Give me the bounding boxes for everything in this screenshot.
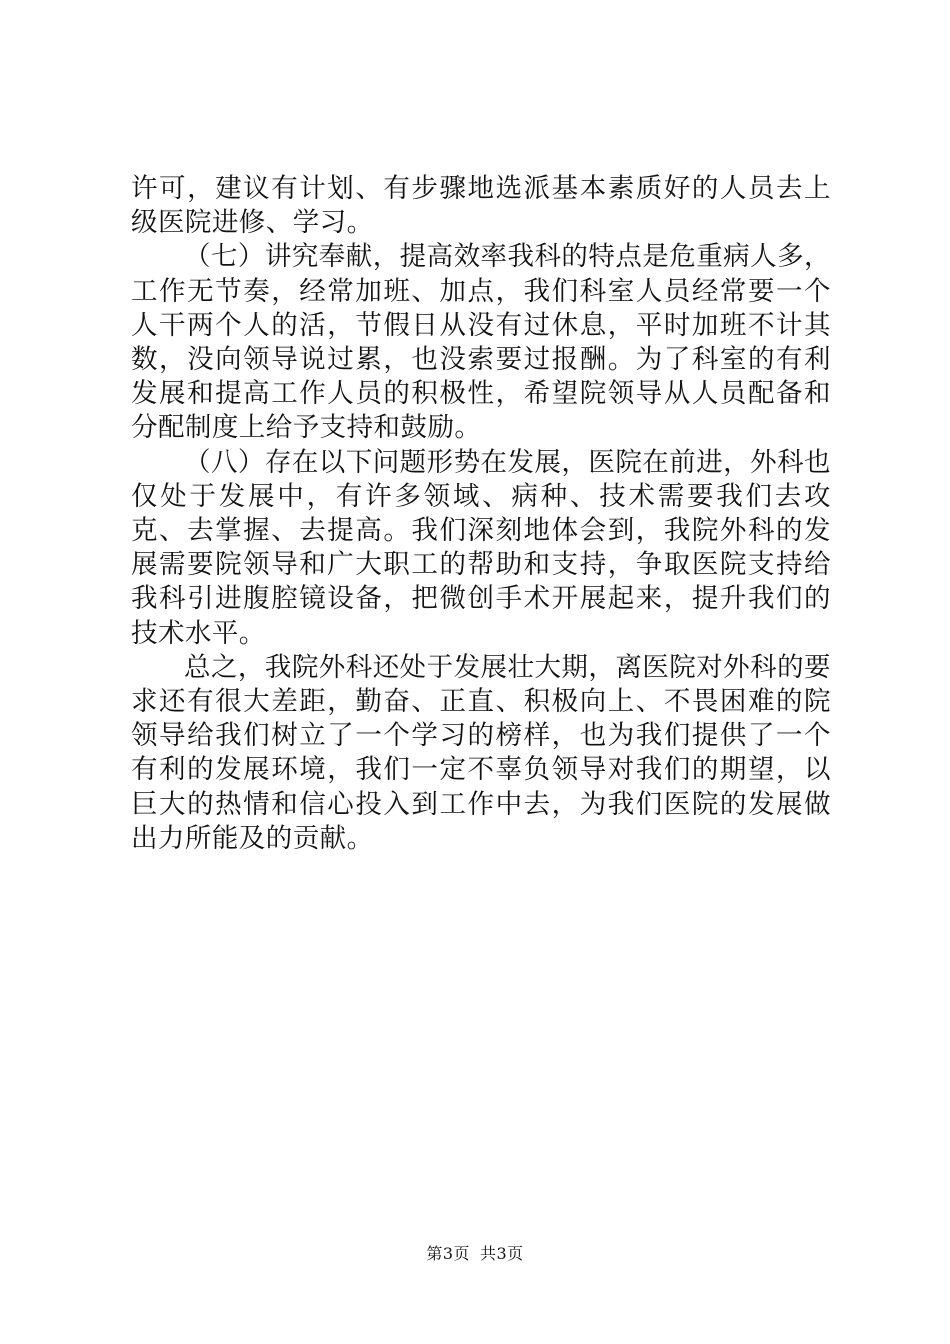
page-total: 共3页 (480, 1244, 524, 1263)
paragraph-conclusion: 总之，我院外科还处于发展壮大期，离医院对外科的要求还有很大差距，勤奋、正直、积极向上、不畏困难的院领导给我们树立了一个学习的榜样，也为我们提供了一个有利的发展环境，我们一定不辜负领导对我们的期望，以巨大的热情和信心投入到工作中去，为我们医院的发展做出力所能及的贡献。 (131, 651, 831, 854)
paragraph-section-eight: （八）存在以下问题形势在发展，医院在前进，外科也仅处于发展中，有许多领域、病种、技术需要我们去攻克、去掌握、去提高。我们深刻地体会到，我院外科的发展需要院领导和广大职工的帮助和支持，争取医院支持给我科引进腹腔镜设备，把微创手术开展起来，提升我们的技术水平。 (131, 446, 831, 649)
paragraph-section-seven: （七）讲究奉献，提高效率我科的特点是危重病人多，工作无节奏，经常加班、加点，我们科室人员经常要一个人干两个人的活，节假日从没有过休息，平时加班不计其数，没向领导说过累，也没索要过报酬。为了科室的有利发展和提高工作人员的积极性，希望院领导从人员配备和分配制度上给予支持和鼓励。 (131, 241, 831, 444)
page-number: 第3页 (426, 1244, 470, 1263)
paragraph-permission-continuation: 许可，建议有计划、有步骤地选派基本素质好的人员去上级医院进修、学习。 (131, 173, 831, 239)
page-footer (0, 1243, 950, 1265)
document-body (131, 172, 831, 856)
